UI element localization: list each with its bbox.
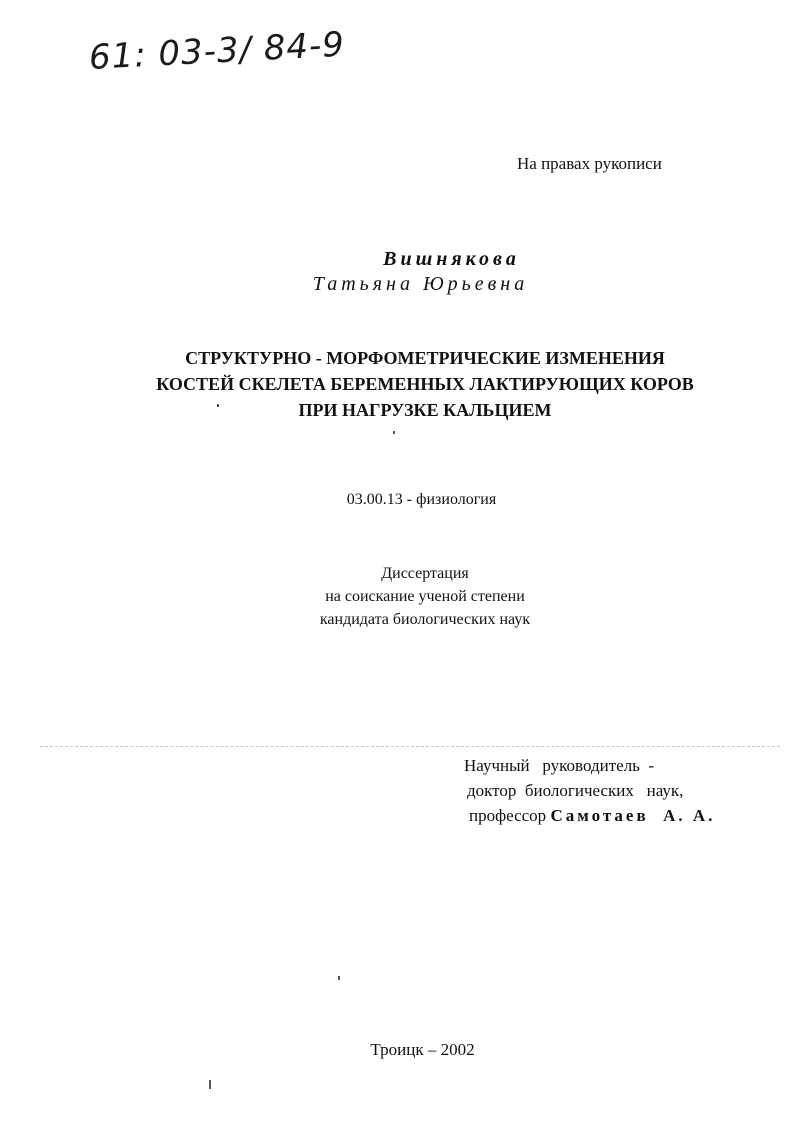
archive-code-handwritten: 61: 03-3/ 84-9 [88, 24, 346, 78]
scan-speck [209, 1080, 211, 1089]
supervisor-info [464, 753, 715, 828]
thesis-line: Диссертация [381, 565, 469, 582]
rights-note: На правах рукописи [517, 154, 662, 173]
scan-speck [217, 404, 219, 407]
title-line: СТРУКТУРНО - МОРФОМЕТРИЧЕСКИЕ ИЗМЕНЕНИЯ [185, 348, 665, 368]
thesis-description [250, 562, 600, 631]
place-and-year: Троицк – 2002 [370, 1040, 475, 1059]
author-surname: Вишнякова [383, 248, 520, 270]
supervisor-rank: профессор [469, 806, 551, 825]
thesis-line: на соискание ученой степени [325, 588, 525, 605]
dissertation-title [150, 345, 700, 423]
author-given-names: Татьяна Юрьевна [312, 273, 529, 295]
title-line: КОСТЕЙ СКЕЛЕТА БЕРЕМЕННЫХ ЛАКТИРУЮЩИХ КОРОВ [156, 374, 694, 394]
thesis-line: кандидата биологических наук [319, 611, 531, 628]
scan-speck [393, 431, 395, 434]
specialty-code: 03.00.13 - физиология [346, 491, 497, 508]
scan-divider-line [40, 746, 780, 747]
supervisor-degree: доктор биологических наук, [467, 781, 684, 800]
supervisor-name: Самотаев А. А. [550, 806, 716, 825]
supervisor-role: Научный руководитель - [464, 756, 655, 775]
scan-speck [338, 976, 340, 980]
title-line: ПРИ НАГРУЗКЕ КАЛЬЦИЕМ [298, 400, 552, 420]
supervisor-title-line [464, 803, 715, 828]
